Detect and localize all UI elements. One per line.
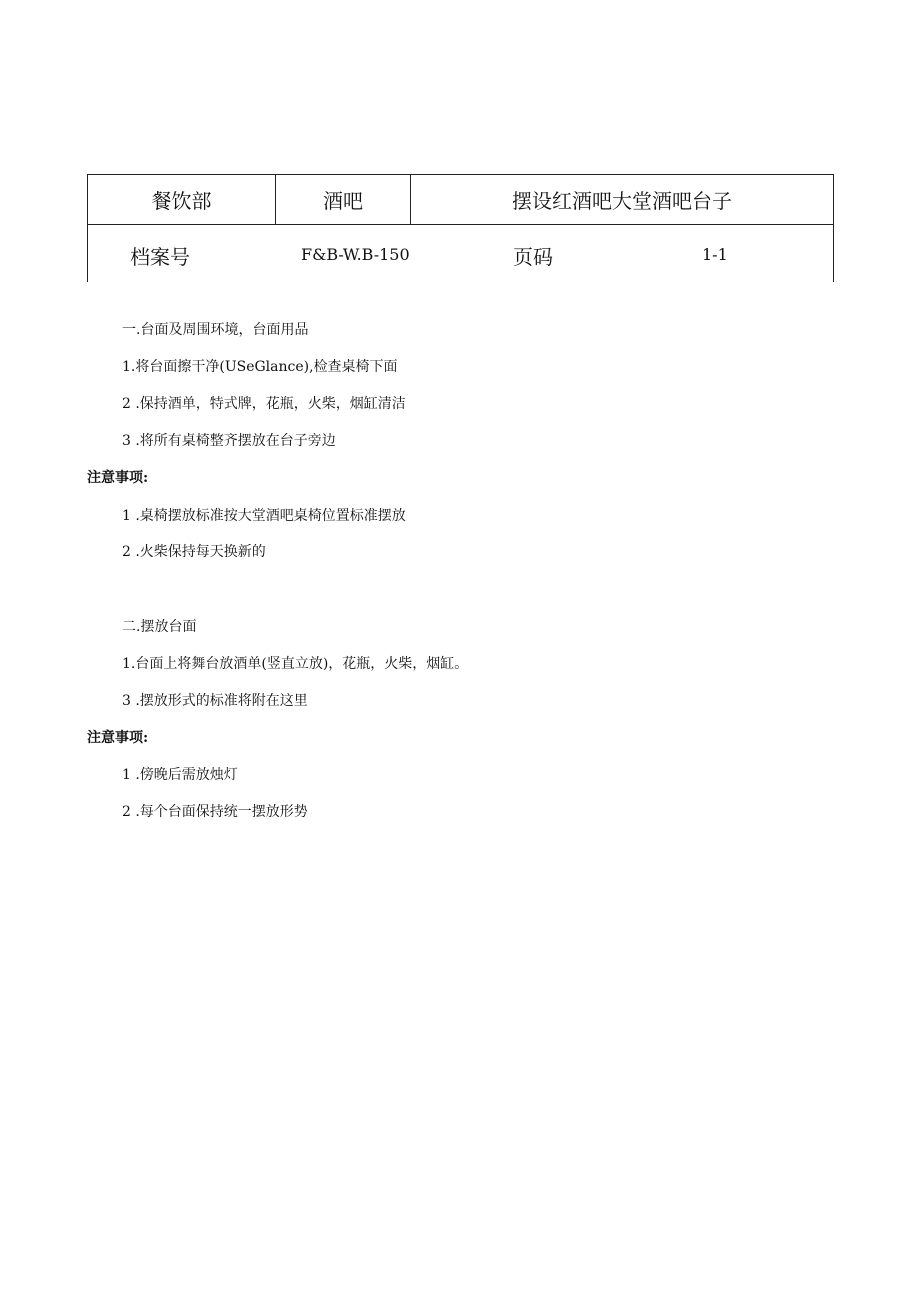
header-row-2	[88, 225, 833, 283]
title-cell: 摆设红酒吧大堂酒吧台子	[512, 189, 732, 213]
header-row-1	[88, 175, 833, 225]
file-no-value: F&B-W.B-150	[301, 245, 410, 264]
section-cell: 酒吧	[276, 175, 411, 224]
part1-note: 2 .火柴保持每天换新的	[122, 544, 266, 560]
part2-step: 1.台面上将舞台放酒单(竖直立放)，花瓶，火柴，烟缸。	[122, 656, 469, 672]
part2-notes-label: 注意事项:	[87, 730, 149, 746]
file-no-label: 档案号	[130, 245, 190, 269]
header-table	[87, 174, 834, 282]
part1-notes-label: 注意事项:	[87, 470, 149, 486]
part1-heading: 一.台面及周围环境，台面用品	[122, 322, 309, 338]
part2-step: 3 .摆放形式的标准将附在这里	[122, 693, 308, 709]
page-label: 页码	[513, 245, 553, 269]
part2-heading: 二.摆放台面	[122, 619, 197, 635]
part1-step: 3 .将所有桌椅整齐摆放在台子旁边	[122, 433, 336, 449]
part2-note: 1 .傍晚后需放烛灯	[122, 767, 238, 783]
part1-note: 1 .桌椅摆放标准按大堂酒吧桌椅位置标准摆放	[122, 508, 406, 524]
page-value: 1-1	[702, 245, 728, 264]
part1-step: 2 .保持酒单，特式牌，花瓶，火柴，烟缸清洁	[122, 396, 406, 412]
part1-step: 1.将台面擦干净(USeGlance),检查桌椅下面	[122, 359, 398, 375]
part2-note: 2 .每个台面保持统一摆放形势	[122, 804, 308, 820]
department-cell: 餐饮部	[88, 175, 276, 224]
